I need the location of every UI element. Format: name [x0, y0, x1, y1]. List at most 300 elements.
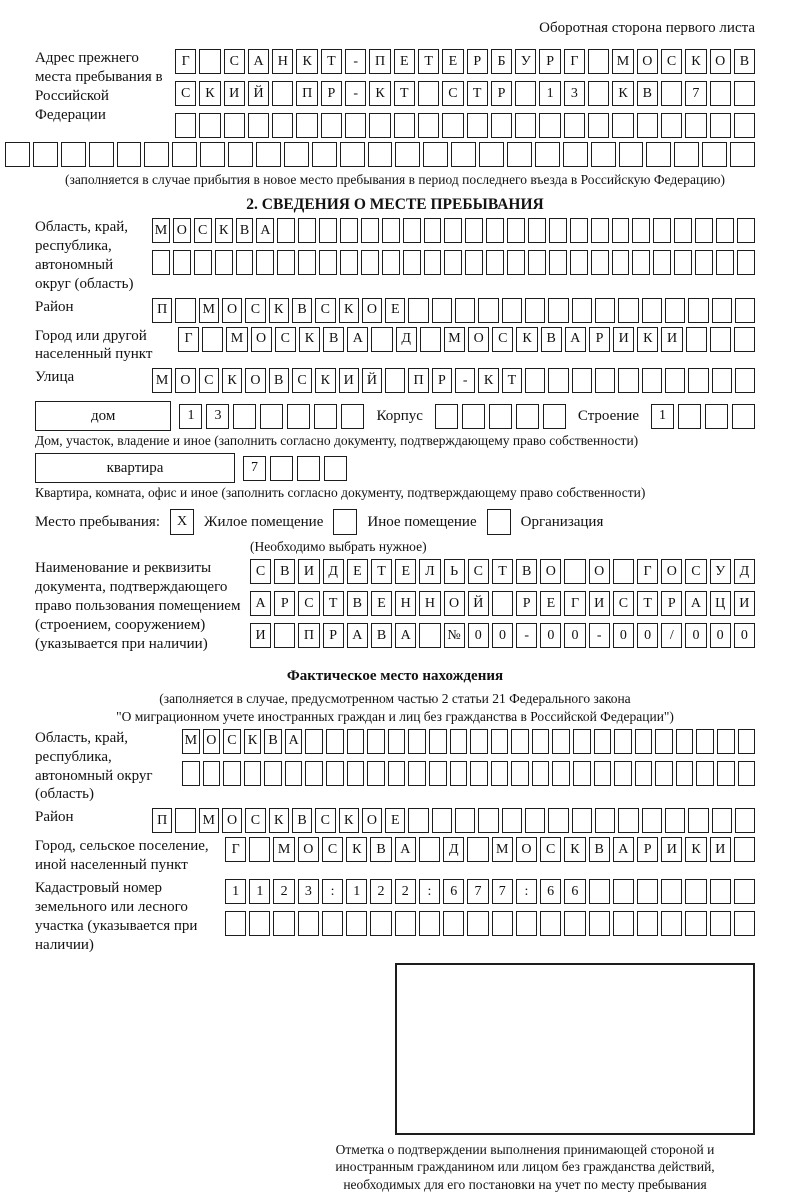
char-box[interactable]: 0 — [734, 623, 755, 648]
char-box[interactable]: А — [256, 218, 274, 243]
char-box[interactable] — [347, 729, 365, 754]
char-box[interactable]: С — [250, 559, 271, 584]
char-box[interactable]: М — [226, 327, 247, 352]
char-box[interactable]: Д — [443, 837, 464, 862]
char-box[interactable] — [33, 142, 58, 167]
char-box[interactable] — [635, 761, 653, 786]
char-box[interactable]: : — [516, 879, 537, 904]
char-box[interactable]: Р — [637, 837, 658, 862]
char-box[interactable] — [388, 761, 406, 786]
char-box[interactable]: - — [455, 368, 475, 393]
char-box[interactable] — [737, 218, 755, 243]
char-box[interactable]: К — [339, 298, 359, 323]
char-box[interactable]: Р — [661, 591, 682, 616]
char-box[interactable] — [661, 879, 682, 904]
char-box[interactable]: Т — [637, 591, 658, 616]
char-box[interactable] — [618, 368, 638, 393]
char-box[interactable] — [408, 761, 426, 786]
char-box[interactable] — [403, 250, 421, 275]
char-box[interactable]: И — [298, 559, 319, 584]
char-box[interactable] — [614, 729, 632, 754]
char-box[interactable] — [525, 298, 545, 323]
char-box[interactable]: Л — [419, 559, 440, 584]
char-box[interactable] — [470, 729, 488, 754]
char-box[interactable] — [712, 298, 732, 323]
char-box[interactable]: Е — [394, 49, 415, 74]
char-box[interactable] — [233, 404, 256, 429]
char-box[interactable]: Д — [323, 559, 344, 584]
char-box[interactable] — [175, 808, 195, 833]
char-box[interactable]: А — [347, 623, 368, 648]
char-box[interactable] — [236, 250, 254, 275]
char-box[interactable]: А — [613, 837, 634, 862]
char-box[interactable]: 2 — [395, 879, 416, 904]
char-box[interactable]: А — [395, 623, 416, 648]
char-box[interactable] — [248, 113, 269, 138]
char-box[interactable]: Г — [637, 559, 658, 584]
char-box[interactable]: Р — [539, 49, 560, 74]
char-box[interactable]: В — [370, 837, 391, 862]
char-box[interactable] — [594, 761, 612, 786]
char-box[interactable]: С — [245, 808, 265, 833]
char-box[interactable] — [215, 250, 233, 275]
char-box[interactable]: Т — [323, 591, 344, 616]
char-box[interactable] — [563, 142, 588, 167]
char-box[interactable] — [588, 81, 609, 106]
char-box[interactable] — [298, 250, 316, 275]
char-box[interactable] — [642, 298, 662, 323]
char-box[interactable]: У — [515, 49, 536, 74]
char-box[interactable]: Д — [396, 327, 417, 352]
char-box[interactable]: 1 — [179, 404, 202, 429]
char-box[interactable] — [418, 81, 439, 106]
char-box[interactable] — [515, 113, 536, 138]
char-box[interactable]: : — [322, 879, 343, 904]
char-box[interactable] — [256, 142, 281, 167]
char-box[interactable]: 6 — [443, 879, 464, 904]
char-box[interactable]: И — [734, 591, 755, 616]
char-box[interactable] — [347, 761, 365, 786]
char-box[interactable] — [588, 49, 609, 74]
char-box[interactable] — [732, 404, 755, 429]
char-box[interactable] — [702, 142, 727, 167]
char-box[interactable] — [614, 761, 632, 786]
char-box[interactable] — [194, 250, 212, 275]
char-box[interactable]: 6 — [540, 879, 561, 904]
char-box[interactable]: О — [362, 298, 382, 323]
char-box[interactable]: О — [444, 591, 465, 616]
char-box[interactable] — [635, 729, 653, 754]
char-box[interactable] — [612, 218, 630, 243]
char-box[interactable] — [632, 250, 650, 275]
char-box[interactable]: Н — [272, 49, 293, 74]
char-box[interactable] — [435, 404, 458, 429]
char-box[interactable]: 2 — [370, 879, 391, 904]
char-box[interactable] — [419, 911, 440, 936]
char-box[interactable] — [646, 142, 671, 167]
char-box[interactable]: 0 — [492, 623, 513, 648]
char-box[interactable]: Р — [274, 591, 295, 616]
char-box[interactable] — [653, 250, 671, 275]
char-box[interactable] — [695, 218, 713, 243]
char-box[interactable] — [297, 456, 320, 481]
char-box[interactable] — [528, 250, 546, 275]
char-box[interactable] — [674, 250, 692, 275]
char-box[interactable] — [272, 113, 293, 138]
char-box[interactable]: Р — [589, 327, 610, 352]
char-box[interactable] — [710, 81, 731, 106]
char-box[interactable]: С — [245, 298, 265, 323]
char-box[interactable] — [443, 911, 464, 936]
char-box[interactable]: И — [339, 368, 359, 393]
char-box[interactable] — [572, 298, 592, 323]
char-box[interactable] — [564, 911, 585, 936]
char-box[interactable]: - — [345, 49, 366, 74]
char-box[interactable]: П — [408, 368, 428, 393]
char-box[interactable]: К — [564, 837, 585, 862]
char-box[interactable]: В — [292, 298, 312, 323]
char-box[interactable] — [61, 142, 86, 167]
char-box[interactable] — [734, 81, 755, 106]
char-box[interactable]: Е — [395, 559, 416, 584]
char-box[interactable] — [492, 911, 513, 936]
char-box[interactable] — [260, 404, 283, 429]
char-box[interactable] — [455, 808, 475, 833]
char-box[interactable] — [688, 298, 708, 323]
char-box[interactable]: К — [199, 81, 220, 106]
char-box[interactable] — [564, 559, 585, 584]
char-box[interactable] — [525, 368, 545, 393]
char-box[interactable] — [491, 729, 509, 754]
char-box[interactable] — [591, 142, 616, 167]
char-box[interactable] — [528, 218, 546, 243]
char-box[interactable]: М — [152, 368, 172, 393]
char-box[interactable]: Д — [734, 559, 755, 584]
char-box[interactable] — [305, 761, 323, 786]
char-box[interactable] — [369, 113, 390, 138]
char-box[interactable] — [467, 837, 488, 862]
char-box[interactable]: Т — [502, 368, 522, 393]
char-box[interactable]: В — [541, 327, 562, 352]
char-box[interactable] — [717, 761, 735, 786]
char-box[interactable] — [202, 327, 223, 352]
char-box[interactable] — [619, 142, 644, 167]
char-box[interactable]: С — [275, 327, 296, 352]
char-box[interactable]: В — [347, 591, 368, 616]
char-box[interactable] — [676, 761, 694, 786]
char-box[interactable] — [345, 113, 366, 138]
char-box[interactable]: Г — [178, 327, 199, 352]
char-box[interactable]: Г — [564, 49, 585, 74]
char-box[interactable] — [224, 113, 245, 138]
char-box[interactable]: - — [516, 623, 537, 648]
char-box[interactable] — [408, 729, 426, 754]
char-box[interactable] — [296, 113, 317, 138]
char-box[interactable]: А — [347, 327, 368, 352]
char-box[interactable] — [277, 218, 295, 243]
char-box[interactable] — [199, 113, 220, 138]
char-box[interactable] — [403, 218, 421, 243]
char-box[interactable]: 0 — [564, 623, 585, 648]
char-box[interactable]: 1 — [346, 879, 367, 904]
char-box[interactable] — [710, 879, 731, 904]
char-box[interactable] — [117, 142, 142, 167]
char-box[interactable]: К — [244, 729, 262, 754]
char-box[interactable] — [674, 142, 699, 167]
char-box[interactable]: Т — [394, 81, 415, 106]
char-box[interactable]: И — [589, 591, 610, 616]
char-box[interactable] — [612, 113, 633, 138]
char-box[interactable]: С — [223, 729, 241, 754]
char-box[interactable]: 1 — [249, 879, 270, 904]
char-box[interactable] — [613, 879, 634, 904]
char-box[interactable]: К — [346, 837, 367, 862]
char-box[interactable]: К — [516, 327, 537, 352]
char-box[interactable] — [395, 142, 420, 167]
char-box[interactable]: О — [251, 327, 272, 352]
char-box[interactable]: В — [516, 559, 537, 584]
char-box[interactable] — [285, 761, 303, 786]
char-box[interactable]: О — [516, 837, 537, 862]
char-box[interactable] — [152, 250, 170, 275]
char-box[interactable] — [199, 49, 220, 74]
char-box[interactable] — [465, 218, 483, 243]
char-box[interactable] — [382, 250, 400, 275]
char-box[interactable] — [572, 368, 592, 393]
char-box[interactable] — [408, 808, 428, 833]
char-box[interactable] — [419, 623, 440, 648]
char-box[interactable] — [507, 142, 532, 167]
char-box[interactable]: К — [478, 368, 498, 393]
char-box[interactable] — [612, 250, 630, 275]
char-box[interactable] — [319, 218, 337, 243]
char-box[interactable] — [591, 218, 609, 243]
char-box[interactable] — [228, 142, 253, 167]
char-box[interactable] — [688, 368, 708, 393]
char-box[interactable]: В — [274, 559, 295, 584]
char-box[interactable]: О — [298, 837, 319, 862]
char-box[interactable]: А — [285, 729, 303, 754]
char-box[interactable]: Б — [491, 49, 512, 74]
char-box[interactable] — [244, 761, 262, 786]
char-box[interactable] — [618, 298, 638, 323]
char-box[interactable] — [419, 837, 440, 862]
char-box[interactable]: Р — [432, 368, 452, 393]
char-box[interactable]: В — [269, 368, 289, 393]
char-box[interactable]: 0 — [468, 623, 489, 648]
char-box[interactable] — [540, 911, 561, 936]
char-box[interactable]: О — [637, 49, 658, 74]
char-box[interactable] — [539, 113, 560, 138]
char-box[interactable]: Н — [395, 591, 416, 616]
char-box[interactable]: С — [540, 837, 561, 862]
char-box[interactable] — [737, 250, 755, 275]
char-box[interactable]: М — [273, 837, 294, 862]
char-box[interactable] — [589, 911, 610, 936]
char-box[interactable]: И — [661, 837, 682, 862]
char-box[interactable] — [272, 81, 293, 106]
char-box[interactable] — [685, 113, 706, 138]
char-box[interactable] — [408, 298, 428, 323]
char-box[interactable]: Р — [321, 81, 342, 106]
char-box[interactable]: М — [199, 808, 219, 833]
char-box[interactable] — [717, 729, 735, 754]
char-box[interactable] — [515, 81, 536, 106]
char-box[interactable] — [395, 911, 416, 936]
char-box[interactable]: К — [215, 218, 233, 243]
char-box[interactable] — [326, 729, 344, 754]
char-box[interactable] — [467, 911, 488, 936]
char-box[interactable]: 0 — [685, 623, 706, 648]
char-box[interactable] — [478, 808, 498, 833]
char-box[interactable]: 2 — [273, 879, 294, 904]
char-box[interactable] — [564, 113, 585, 138]
char-box[interactable] — [479, 142, 504, 167]
char-box[interactable] — [525, 808, 545, 833]
char-box[interactable] — [548, 368, 568, 393]
char-box[interactable]: В — [637, 81, 658, 106]
char-box[interactable] — [368, 142, 393, 167]
char-box[interactable] — [710, 113, 731, 138]
char-box[interactable]: Е — [371, 591, 392, 616]
char-box[interactable] — [478, 298, 498, 323]
char-box[interactable]: 1 — [651, 404, 674, 429]
char-box[interactable]: Г — [175, 49, 196, 74]
char-box[interactable]: М — [612, 49, 633, 74]
char-box[interactable] — [203, 761, 221, 786]
char-box[interactable]: С — [194, 218, 212, 243]
char-box[interactable] — [573, 761, 591, 786]
char-box[interactable] — [321, 113, 342, 138]
char-box[interactable] — [492, 591, 513, 616]
char-box[interactable]: С — [315, 808, 335, 833]
char-box[interactable] — [223, 761, 241, 786]
char-box[interactable] — [661, 113, 682, 138]
char-box[interactable] — [552, 729, 570, 754]
char-box[interactable] — [734, 837, 755, 862]
char-box[interactable] — [710, 327, 731, 352]
char-box[interactable]: У — [710, 559, 731, 584]
char-box[interactable] — [588, 113, 609, 138]
char-box[interactable] — [665, 298, 685, 323]
char-box[interactable] — [532, 761, 550, 786]
char-box[interactable]: Г — [564, 591, 585, 616]
char-box[interactable] — [570, 218, 588, 243]
char-box[interactable] — [420, 327, 441, 352]
char-box[interactable]: К — [315, 368, 335, 393]
char-box[interactable]: К — [339, 808, 359, 833]
char-box[interactable] — [429, 761, 447, 786]
char-box[interactable] — [511, 761, 529, 786]
char-box[interactable] — [665, 808, 685, 833]
char-box[interactable]: С — [468, 559, 489, 584]
char-box[interactable]: Е — [540, 591, 561, 616]
char-box[interactable] — [642, 808, 662, 833]
char-box[interactable]: В — [734, 49, 755, 74]
char-box[interactable] — [595, 808, 615, 833]
char-box[interactable] — [5, 142, 30, 167]
char-box[interactable] — [491, 761, 509, 786]
char-box[interactable]: И — [250, 623, 271, 648]
char-box[interactable]: А — [565, 327, 586, 352]
char-box[interactable] — [424, 250, 442, 275]
char-box[interactable] — [322, 911, 343, 936]
char-box[interactable] — [738, 729, 756, 754]
char-box[interactable] — [450, 761, 468, 786]
char-box[interactable] — [653, 218, 671, 243]
char-box[interactable] — [502, 808, 522, 833]
char-box[interactable]: К — [269, 298, 289, 323]
char-box[interactable]: С — [442, 81, 463, 106]
char-box[interactable]: О — [589, 559, 610, 584]
char-box[interactable]: К — [269, 808, 289, 833]
char-box[interactable] — [312, 142, 337, 167]
char-box[interactable] — [287, 404, 310, 429]
char-box[interactable]: О — [540, 559, 561, 584]
char-box[interactable]: Е — [442, 49, 463, 74]
char-box[interactable]: Т — [467, 81, 488, 106]
char-box[interactable] — [429, 729, 447, 754]
char-box[interactable]: И — [710, 837, 731, 862]
char-box[interactable]: В — [264, 729, 282, 754]
char-box[interactable]: 3 — [564, 81, 585, 106]
char-box[interactable]: О — [203, 729, 221, 754]
char-box[interactable] — [688, 808, 708, 833]
char-box[interactable] — [548, 298, 568, 323]
char-box[interactable]: А — [250, 591, 271, 616]
char-box[interactable]: 0 — [540, 623, 561, 648]
char-box[interactable] — [734, 879, 755, 904]
char-box[interactable]: С — [315, 298, 335, 323]
char-box[interactable]: О — [173, 218, 191, 243]
char-box[interactable]: 7 — [243, 456, 266, 481]
char-box[interactable]: О — [661, 559, 682, 584]
char-box[interactable]: Е — [347, 559, 368, 584]
checkbox-residential[interactable]: X — [170, 509, 194, 535]
char-box[interactable] — [324, 456, 347, 481]
char-box[interactable] — [735, 368, 755, 393]
char-box[interactable] — [423, 142, 448, 167]
char-box[interactable]: Ц — [710, 591, 731, 616]
char-box[interactable] — [270, 456, 293, 481]
char-box[interactable] — [314, 404, 337, 429]
char-box[interactable] — [172, 142, 197, 167]
char-box[interactable] — [273, 911, 294, 936]
char-box[interactable] — [591, 250, 609, 275]
char-box[interactable]: В — [236, 218, 254, 243]
char-box[interactable] — [661, 911, 682, 936]
char-box[interactable]: М — [492, 837, 513, 862]
char-box[interactable] — [735, 298, 755, 323]
char-box[interactable] — [549, 218, 567, 243]
char-box[interactable] — [613, 559, 634, 584]
char-box[interactable] — [319, 250, 337, 275]
char-box[interactable]: № — [444, 623, 465, 648]
char-box[interactable]: К — [685, 837, 706, 862]
char-box[interactable]: С — [199, 368, 219, 393]
char-box[interactable]: Е — [385, 298, 405, 323]
char-box[interactable] — [462, 404, 485, 429]
char-box[interactable] — [637, 879, 658, 904]
char-box[interactable] — [661, 81, 682, 106]
char-box[interactable]: / — [661, 623, 682, 648]
char-box[interactable] — [388, 729, 406, 754]
char-box[interactable] — [738, 761, 756, 786]
char-box[interactable]: Т — [418, 49, 439, 74]
char-box[interactable]: С — [175, 81, 196, 106]
char-box[interactable] — [444, 250, 462, 275]
char-box[interactable]: Г — [225, 837, 246, 862]
